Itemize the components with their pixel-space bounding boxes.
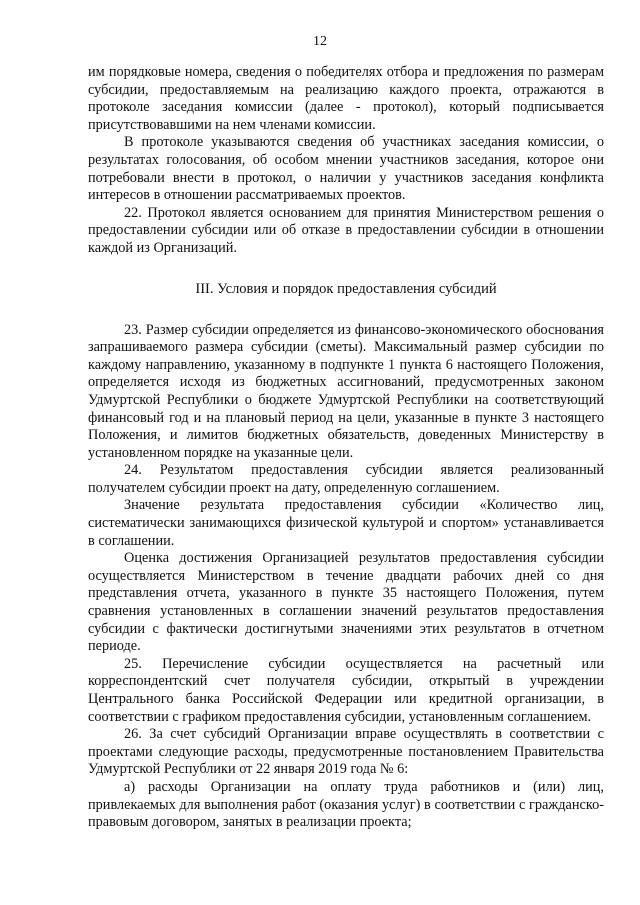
document-body	[88, 64, 604, 832]
paragraph-protocol-intro: им порядковые номера, сведения о победителях отбора и предложения по размерам субсидии, предоставляемым на реализацию каждого проекта, отражаются в протоколе заседания комиссии (далее - протокол), который подписывается присутствовавшими на нем членами комиссии.	[88, 64, 604, 133]
page-number: 12	[313, 34, 327, 49]
paragraph-result-evaluation: Оценка достижения Организацией результатов предоставления субсидии осуществляется Министерством в течение двадцати рабочих дней со дня представления отчета, указанного в пункте 35 настоящего Положения, путем сравнения установленных в соглашении значений результатов предоставления субсидии с фактически достигнутыми значениями этих результатов в отчетном периоде.	[88, 550, 604, 655]
paragraph-25: 25. Перечисление субсидии осуществляется на расчетный или корреспондентский счет получателя субсидии, открытый в учреждении Центрального банка Российской Федерации или кредитной организации, в соответствии с графиком предоставления субсидии, установленным соглашением.	[88, 655, 604, 725]
paragraph-protocol-details: В протоколе указываются сведения об участниках заседания комиссии, о результатах голосования, об особом мнении участников заседания, которое они потребовали внести в протокол, о наличии у участников заседания конфликта интересов в отношении рассматриваемых проектов.	[88, 134, 604, 204]
section-heading: III. Условия и порядок предоставления субсидий	[195, 280, 497, 297]
paragraph-result-value: Значение результата предоставления субсидии «Количество лиц, систематически занимающихся физической культурой и спортом» устанавливается в соглашении.	[88, 497, 604, 549]
paragraph-24: 24. Результатом предоставления субсидии является реализованный получателем субсидии проект на дату, определенную соглашением.	[88, 462, 604, 496]
paragraph-23: 23. Размер субсидии определяется из финансово-экономического обоснования запрашиваемого размера субсидии (сметы). Максимальный размер субсидии по каждому направлению, указанному в подпункте 1 пункта 6 настоящего Положения, определяется исходя из бюджетных ассигнований, предусмотренных законом Удмуртской Республики о бюджете Удмуртской Республики на соответствующий финансовый год и на плановый период на цели, указанные в пункте 3 настоящего Положения, и лимитов бюджетных обязательств, доведенных Министерству в установленном порядке на указанные цели.	[88, 321, 604, 461]
paragraph-26-a: а) расходы Организации на оплату труда работников и (или) лиц, привлекаемых для выполнения работ (оказания услуг) в соответствии с гражданско-правовым договором, занятых в реализации проекта;	[88, 778, 604, 831]
paragraph-26: 26. За счет субсидий Организации вправе осуществлять в соответствии с проектами следующие расходы, предусмотренные постановлением Правительства Удмуртской Республики от 22 января 2019 года № 6:	[88, 726, 604, 778]
paragraph-22: 22. Протокол является основанием для принятия Министерством решения о предоставлении субсидии или об отказе в предоставлении субсидии в отношении каждой из Организаций.	[88, 204, 604, 256]
